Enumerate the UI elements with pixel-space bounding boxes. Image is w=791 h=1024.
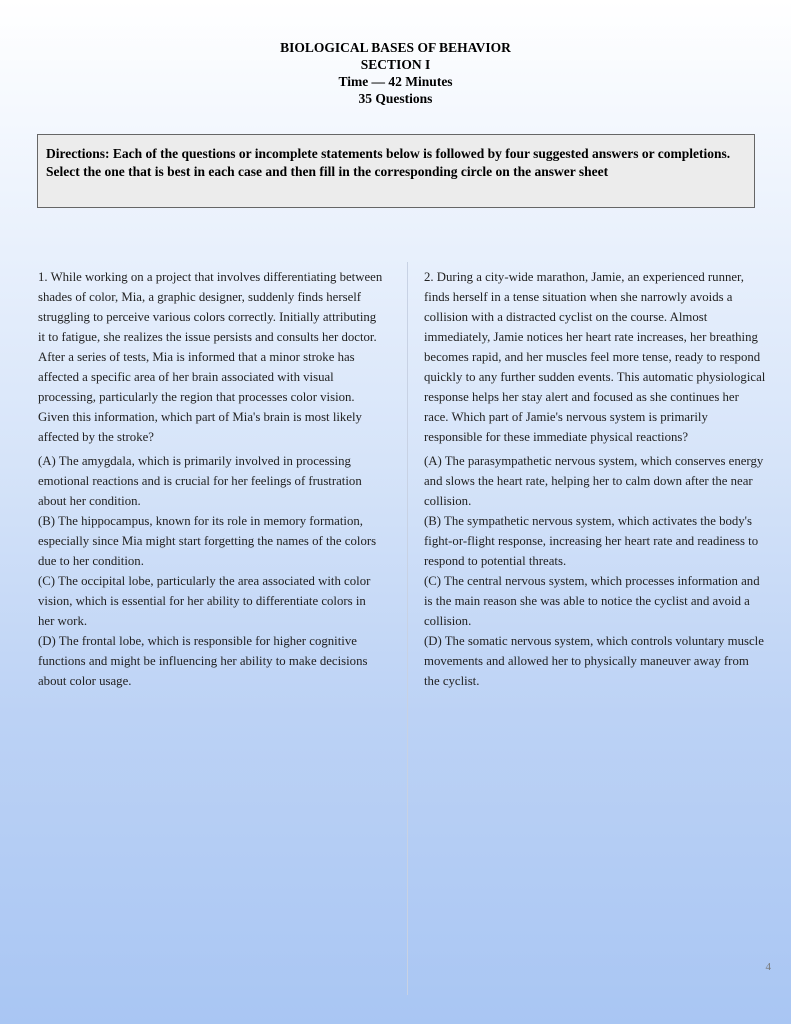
page-header (0, 39, 791, 107)
header-time: Time — 42 Minutes (338, 74, 453, 89)
question-1-stem: 1. While working on a project that involves differentiating between shades of color, Mia, a graphic designer, suddenly finds herself struggling to perceive various colors correctly. Initially attributing it to fatigue, she realizes the issue persists and consults her doctor. After a series of tests, Mia is informed that a minor stroke has affected a specific area of her brain associated with visual processing, particularly the region that processes color vision. Given this information, which part of Mia's brain is most likely affected by the stroke? (38, 270, 383, 444)
header-title: BIOLOGICAL BASES OF BEHAVIOR (280, 40, 511, 55)
question-1-option-c: (C) The occipital lobe, particularly the area associated with color vision, which is essential for her ability to differentiate colors in her work. (38, 574, 371, 628)
question-1-option-a: (A) The amygdala, which is primarily involved in processing emotional reactions and is crucial for her feelings of frustration about her condition. (38, 454, 362, 508)
page-number: 4 (765, 961, 771, 973)
question-2-option-c: (C) The central nervous system, which processes information and is the main reason she was able to notice the cyclist and avoid a collision. (424, 574, 760, 628)
question-2-stem: 2. During a city-wide marathon, Jamie, an experienced runner, finds herself in a tense situation when she narrowly avoids a collision with a distracted cyclist on the course. Almost immediately, Jamie notices her heart rate increases, her breathing becomes rapid, and her muscles feel more tense, ready to respond quickly to any further sudden events. This automatic physiological response helps her stay alert and focused as she continues her race. Which part of Jamie's nervous system is primarily responsible for these immediate physical reactions? (424, 270, 766, 444)
question-1-option-d: (D) The frontal lobe, which is responsible for higher cognitive functions and might be influencing her ability to make decisions about color usage. (38, 634, 368, 688)
directions-box: Directions: Each of the questions or incomplete statements below is followed by four suggested answers or completions. Select the one that is best in each case and then fill in the corresponding circle on the answer sheet (37, 134, 755, 208)
question-2-option-b: (B) The sympathetic nervous system, which activates the body's fight-or-flight response, increasing her heart rate and readiness to respond to potential threats. (424, 514, 759, 568)
question-2-option-d: (D) The somatic nervous system, which controls voluntary muscle movements and allowed her to physically maneuver away from the cyclist. (424, 634, 764, 688)
column-divider (407, 262, 408, 995)
header-section: SECTION I (360, 57, 431, 72)
question-1 (38, 267, 383, 691)
header-question-count: 35 Questions (358, 91, 433, 106)
question-1-option-b: (B) The hippocampus, known for its role in memory formation, especially since Mia might start forgetting the names of the colors due to her condition. (38, 514, 377, 568)
question-2-option-a: (A) The parasympathetic nervous system, which conserves energy and slows the heart rate, helping her to calm down after the near collision. (424, 454, 764, 508)
question-2 (424, 267, 766, 691)
